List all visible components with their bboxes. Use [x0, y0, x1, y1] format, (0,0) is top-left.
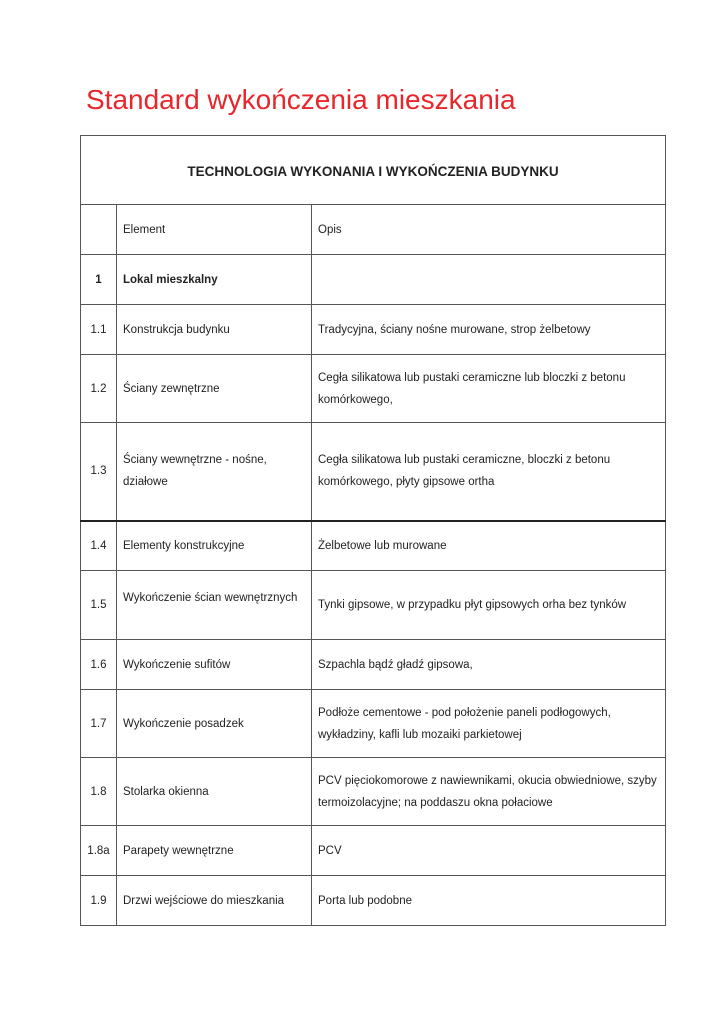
- row-number: 1.6: [81, 640, 117, 690]
- table-row: [81, 876, 666, 926]
- table-row: [81, 758, 666, 826]
- table-row: [81, 423, 666, 521]
- row-element: Wykończenie ścian wewnętrznych: [117, 571, 312, 640]
- row-opis: Porta lub podobne: [312, 876, 666, 926]
- row-number: 1.2: [81, 355, 117, 423]
- table-header: TECHNOLOGIA WYKONANIA I WYKOŃCZENIA BUDYNKU: [81, 136, 666, 205]
- row-number: 1.1: [81, 305, 117, 355]
- table-row: [81, 690, 666, 758]
- row-number: 1.8: [81, 758, 117, 826]
- table-row: [81, 355, 666, 423]
- table-header-row: [81, 136, 666, 205]
- row-opis: Podłoże cementowe - pod położenie paneli podłogowych, wykładziny, kafli lub mozaiki parkietowej: [312, 690, 666, 758]
- table-row: [81, 640, 666, 690]
- row-number: 1: [81, 255, 117, 305]
- row-element: Drzwi wejściowe do mieszkania: [117, 876, 312, 926]
- row-number: 1.9: [81, 876, 117, 926]
- row-number: 1.3: [81, 423, 117, 521]
- column-header-num: [81, 205, 117, 255]
- row-element: Ściany zewnętrzne: [117, 355, 312, 423]
- row-opis: Tynki gipsowe, w przypadku płyt gipsowych orha bez tynków: [312, 571, 666, 640]
- table-row: [81, 255, 666, 305]
- table-row: [81, 521, 666, 571]
- row-element: Stolarka okienna: [117, 758, 312, 826]
- row-opis: Żelbetowe lub murowane: [312, 521, 666, 571]
- row-element: Parapety wewnętrzne: [117, 826, 312, 876]
- row-opis: PCV pięciokomorowe z nawiewnikami, okucia obwiedniowe, szyby termoizolacyjne; na poddaszu okna połaciowe: [312, 758, 666, 826]
- row-number: 1.5: [81, 571, 117, 640]
- row-element: Wykończenie sufitów: [117, 640, 312, 690]
- row-number: 1.4: [81, 521, 117, 571]
- spec-table: [80, 135, 666, 926]
- row-element: Wykończenie posadzek: [117, 690, 312, 758]
- column-header-opis: Opis: [312, 205, 666, 255]
- row-opis: PCV: [312, 826, 666, 876]
- row-opis: [312, 255, 666, 305]
- row-element: Lokal mieszkalny: [117, 255, 312, 305]
- row-element: Ściany wewnętrzne - nośne, działowe: [117, 423, 312, 521]
- row-opis: Tradycyjna, ściany nośne murowane, strop żelbetowy: [312, 305, 666, 355]
- page-title: Standard wykończenia mieszkania: [86, 84, 516, 115]
- column-header-element: Element: [117, 205, 312, 255]
- table-row: [81, 305, 666, 355]
- row-number: 1.7: [81, 690, 117, 758]
- table-row: [81, 571, 666, 640]
- row-element: Konstrukcja budynku: [117, 305, 312, 355]
- row-element: Elementy konstrukcyjne: [117, 521, 312, 571]
- table-row: [81, 826, 666, 876]
- row-opis: Cegła silikatowa lub pustaki ceramiczne, bloczki z betonu komórkowego, płyty gipsowe ortha: [312, 423, 666, 521]
- column-header-row: [81, 205, 666, 255]
- row-number: 1.8a: [81, 826, 117, 876]
- row-opis: Cegła silikatowa lub pustaki ceramiczne lub bloczki z betonu komórkowego,: [312, 355, 666, 423]
- row-opis: Szpachla bądź gładź gipsowa,: [312, 640, 666, 690]
